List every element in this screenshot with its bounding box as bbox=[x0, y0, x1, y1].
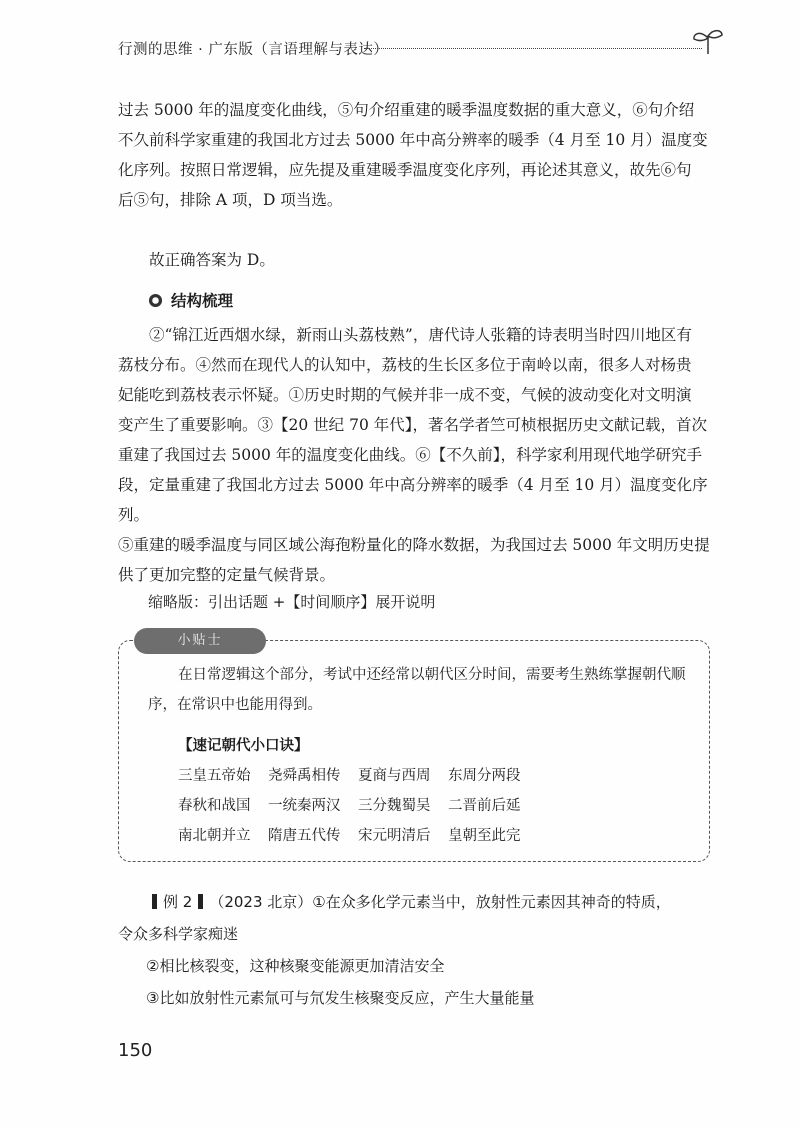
structure-line: 重建了我国过去 5000 年的温度变化曲线。⑥【不久前】，科学家利用现代地学研究手 bbox=[118, 446, 703, 464]
mnemonic-row bbox=[178, 764, 538, 785]
example-line: ③比如放射性元素氚可与氘发生核聚变反应，产生大量能量 bbox=[146, 989, 535, 1007]
analysis-line: 过去 5000 年的温度变化曲线，⑤句介绍重建的暖季温度数据的重大意义，⑥句介绍 bbox=[118, 101, 695, 119]
structure-summary: 缩略版：引出话题 +【时间顺序】展开说明 bbox=[148, 593, 436, 611]
mnemonic-phrase: 三皇五帝始 bbox=[178, 768, 251, 784]
structure-line: 妃能吃到荔枝表示怀疑。①历史时期的气候并非一成不变，气候的波动变化对文明演 bbox=[118, 386, 692, 404]
tip-text: 在日常逻辑这个部分，考试中还经常以朝代区分时间，需要考生熟练掌握朝代顺序，在常识中也能用得到。 bbox=[148, 667, 686, 713]
mnemonic-phrase: 皇朝至此完 bbox=[448, 828, 521, 844]
mnemonic-phrase: 南北朝并立 bbox=[178, 828, 251, 844]
example-bar-right bbox=[198, 894, 203, 909]
answer-line: 故正确答案为 D。 bbox=[149, 251, 275, 269]
example-line: ②相比核裂变，这种核聚变能源更加清洁安全 bbox=[146, 957, 445, 975]
mnemonic-phrase: 三分魏蜀吴 bbox=[358, 798, 431, 814]
analysis-line: 后⑤句，排除 A 项，D 项当选。 bbox=[118, 191, 343, 209]
mnemonic-phrase: 春秋和战国 bbox=[178, 798, 251, 814]
structure-line: 段，定量重建了我国北方过去 5000 年中高分辨率的暖季（4 月至 10 月）温度变化序列。 bbox=[118, 476, 708, 524]
structure-line: 供了更加完整的定量气候背景。 bbox=[118, 566, 336, 584]
sprout-icon bbox=[690, 26, 726, 56]
mnemonic-phrase: 宋元明清后 bbox=[358, 828, 431, 844]
structure-line: 变产生了重要影响。③【20 世纪 70 年代】，著名学者竺可桢根据历史文献记载，首次 bbox=[118, 416, 707, 434]
running-header bbox=[118, 36, 718, 76]
mnemonic-row bbox=[178, 794, 538, 815]
example-label: 例 2 bbox=[163, 893, 193, 911]
structure-line: ⑤重建的暖季温度与同区域公海孢粉量化的降水数据，为我国过去 5000 年文明历史提 bbox=[118, 536, 710, 554]
mnemonic-phrase: 二晋前后延 bbox=[448, 798, 521, 814]
example-heading-line bbox=[118, 886, 718, 918]
analysis-paragraph bbox=[118, 95, 718, 215]
header-title: 行测的思维 · 广东版（言语理解与表达） bbox=[118, 42, 389, 58]
mnemonic-phrase: 尧舜禹相传 bbox=[268, 768, 341, 784]
mnemonic-title: 【速记朝代小口诀】 bbox=[178, 738, 309, 754]
mnemonic-row bbox=[178, 824, 538, 845]
example-line: 令众多科学家痴迷 bbox=[118, 925, 239, 943]
structure-paragraph bbox=[118, 320, 718, 590]
structure-line: 荔枝分布。④然而在现代人的认知中，荔枝的生长区多位于南岭以南，很多人对杨贵 bbox=[118, 356, 692, 374]
tip-label: 小贴士 bbox=[134, 628, 266, 654]
mnemonic-phrase: 东周分两段 bbox=[448, 768, 521, 784]
analysis-line: 化序列。按照日常逻辑，应先提及重建暖季温度变化序列，再论述其意义，故先⑥句 bbox=[118, 161, 692, 179]
structure-heading bbox=[148, 289, 233, 311]
page-number: 150 bbox=[118, 1040, 153, 1061]
mnemonic-phrase: 隋唐五代传 bbox=[268, 828, 341, 844]
example-bar-left bbox=[152, 894, 157, 909]
header-divider bbox=[364, 48, 702, 49]
structure-title: 结构梳理 bbox=[171, 292, 234, 310]
mnemonic-phrase: 夏商与西周 bbox=[358, 768, 431, 784]
analysis-line: 不久前科学家重建的我国北方过去 5000 年中高分辨率的暖季（4 月至 10 月）温度变 bbox=[118, 131, 708, 149]
example-first-line: （2023 北京）①在众多化学元素当中，放射性元素因其神奇的特质， bbox=[209, 893, 671, 911]
mnemonic-phrase: 一统秦两汉 bbox=[268, 798, 341, 814]
example-block bbox=[118, 886, 718, 1014]
section-bullet-icon bbox=[148, 293, 163, 308]
structure-line: ②“锦江近西烟水绿，新雨山头荔枝熟”，唐代诗人张籍的诗表明当时四川地区有 bbox=[149, 326, 692, 344]
